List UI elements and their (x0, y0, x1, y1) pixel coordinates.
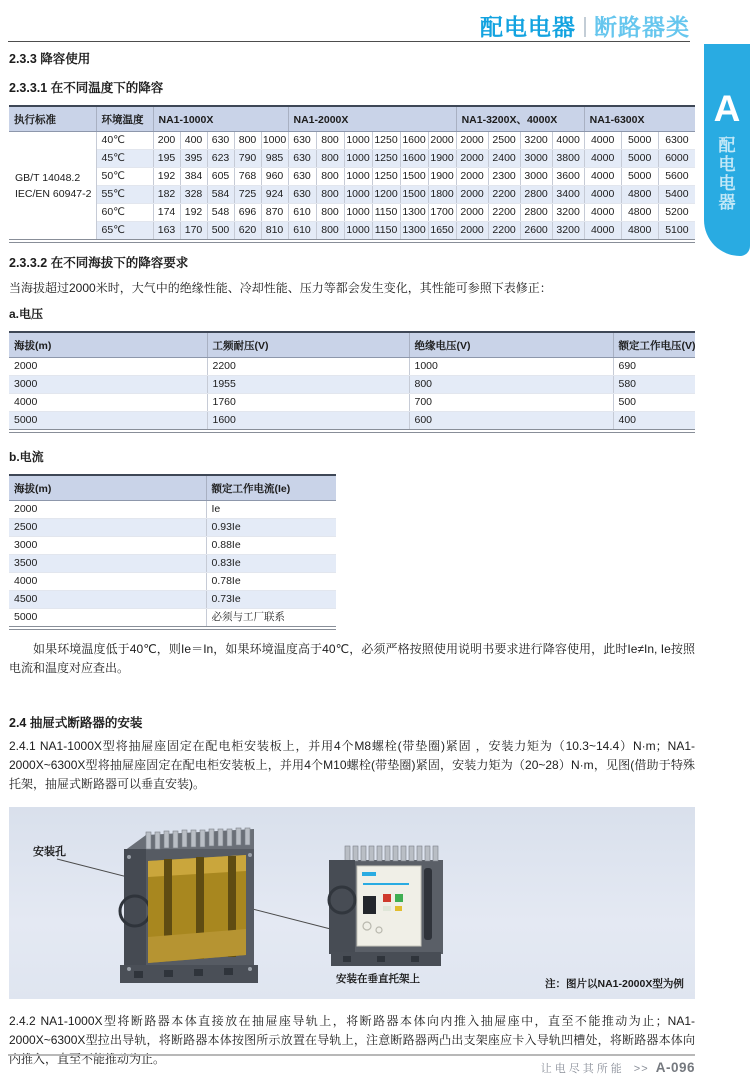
page-content (9, 0, 695, 1069)
current-cell: 4000 (9, 573, 206, 591)
section-tab-label (704, 136, 750, 212)
current-value-cell: 1900 (428, 168, 456, 186)
col-header: 工频耐压(V) (207, 332, 409, 358)
table-row (9, 555, 336, 573)
altitude-intro-text: 当海拔超过2000米时，大气中的绝缘性能、冷却性能、压力等都会发生变化，其性能可参照下表修正： (9, 281, 552, 295)
current-value-cell: 3200 (552, 204, 584, 222)
current-value-cell: 1200 (372, 186, 400, 204)
current-value-cell: 1000 (344, 186, 372, 204)
current-value-cell: 620 (234, 222, 261, 242)
col-header: 绝缘电压(V) (409, 332, 613, 358)
current-cell: 5000 (9, 609, 206, 629)
table-row (9, 394, 695, 412)
current-cell: 0.88Ie (206, 537, 336, 555)
current-value-cell: 1250 (372, 150, 400, 168)
current-value-cell: 3400 (552, 186, 584, 204)
current-value-cell: 1300 (400, 222, 428, 242)
current-cell: 2500 (9, 519, 206, 537)
current-cell: 0.78Ie (206, 573, 336, 591)
altitude-voltage-table (9, 331, 695, 433)
current-value-cell: 1000 (344, 168, 372, 186)
current-value-cell: 870 (261, 204, 288, 222)
temperature-cell: 55℃ (96, 186, 153, 204)
current-value-cell: 170 (180, 222, 207, 242)
current-value-cell: 4800 (621, 186, 658, 204)
current-value-cell: 1600 (400, 150, 428, 168)
current-value-cell: 985 (261, 150, 288, 168)
current-value-cell: 2800 (520, 204, 552, 222)
current-value-cell: 5100 (658, 222, 695, 242)
current-value-cell: 6300 (658, 132, 695, 150)
altitude-current-table (9, 474, 336, 630)
current-value-cell: 3200 (552, 222, 584, 242)
current-value-cell: 1000 (261, 132, 288, 150)
voltage-cell: 1955 (207, 376, 409, 394)
current-value-cell: 5600 (658, 168, 695, 186)
current-value-cell: 1500 (400, 186, 428, 204)
current-value-cell: 768 (234, 168, 261, 186)
col-header: 海拔(m) (9, 332, 207, 358)
current-value-cell: 800 (234, 132, 261, 150)
current-value-cell: 1250 (372, 168, 400, 186)
current-value-cell: 960 (261, 168, 288, 186)
section-2-4-2-text: 2.4.2 NA1-1000X型将断路器本体直接放在抽屉座导轨上，将断路器本体向内推入抽屉座中，直至不能推动为止；NA1-2000X~6300X型拉出导轨，将断路器本体按图所示放置在导轨上，注意断路器两凸出支架座应卡入导轨凹槽处，将断路器本体向内推入，直至不能推动为止。 (9, 1014, 695, 1066)
section-tab-label-char: 电 (718, 155, 736, 174)
current-value-cell: 2200 (488, 186, 520, 204)
current-value-cell: 195 (153, 150, 180, 168)
table-row (9, 376, 695, 394)
current-value-cell: 4000 (584, 204, 621, 222)
table-row (9, 573, 336, 591)
current-value-cell: 630 (207, 132, 234, 150)
table-row (9, 168, 695, 186)
current-cell: 0.83Ie (206, 555, 336, 573)
current-value-cell: 610 (288, 204, 316, 222)
table-row (9, 591, 336, 609)
current-value-cell: 2000 (456, 132, 488, 150)
voltage-cell: 4000 (9, 394, 207, 412)
current-value-cell: 2000 (456, 222, 488, 242)
page-footer (0, 1060, 695, 1076)
voltage-cell: 5000 (9, 412, 207, 432)
vertical-bracket-photo (321, 840, 451, 975)
current-value-cell: 1500 (400, 168, 428, 186)
current-value-cell: 384 (180, 168, 207, 186)
current-value-cell: 395 (180, 150, 207, 168)
current-value-cell: 2400 (488, 150, 520, 168)
current-value-cell: 2200 (488, 222, 520, 242)
category-title: 配电电器 (480, 14, 576, 40)
current-value-cell: 4000 (584, 150, 621, 168)
standard-cell (9, 132, 96, 242)
temperature-derating-table (9, 105, 695, 243)
current-value-cell: 1800 (428, 186, 456, 204)
col-header-standard: 执行标准 (9, 106, 96, 132)
current-value-cell: 163 (153, 222, 180, 242)
current-value-cell: 500 (207, 222, 234, 242)
col-header-model-group: NA1-1000X (153, 106, 288, 132)
current-value-cell: 2000 (456, 186, 488, 204)
current-value-cell: 6000 (658, 150, 695, 168)
current-cell: Ie (206, 501, 336, 519)
current-value-cell: 800 (316, 132, 344, 150)
table-row (9, 150, 695, 168)
table-row (9, 358, 695, 376)
current-value-cell: 5200 (658, 204, 695, 222)
current-value-cell: 800 (316, 150, 344, 168)
current-value-cell: 800 (316, 186, 344, 204)
current-value-cell: 3200 (520, 132, 552, 150)
col-header-model-group: NA1-3200X、4000X (456, 106, 584, 132)
current-value-cell: 2000 (456, 204, 488, 222)
current-value-cell: 200 (153, 132, 180, 150)
current-value-cell: 4000 (552, 132, 584, 150)
current-value-cell: 4000 (584, 222, 621, 242)
voltage-cell: 3000 (9, 376, 207, 394)
current-value-cell: 800 (316, 222, 344, 242)
current-value-cell: 1300 (400, 204, 428, 222)
current-value-cell: 2000 (456, 150, 488, 168)
current-value-cell: 3000 (520, 168, 552, 186)
voltage-cell: 1600 (207, 412, 409, 432)
temperature-note-text: 如果环境温度低于40℃，则Ie＝In，如果环境温度高于40℃，必须严格按照使用说明书要求进行降容使用，此时Ie≠In, Ie按照电流和温度对应查出。 (9, 642, 695, 675)
table-row (9, 412, 695, 432)
col-header-model-group: NA1-6300X (584, 106, 695, 132)
current-value-cell: 4800 (621, 204, 658, 222)
col-header: 额定工作电压(V) (613, 332, 695, 358)
current-value-cell: 696 (234, 204, 261, 222)
current-value-cell: 1700 (428, 204, 456, 222)
current-value-cell: 3000 (520, 150, 552, 168)
current-value-cell: 610 (288, 222, 316, 242)
footer-rule (8, 1054, 695, 1056)
figure-note: 注：图片以NA1-2000X型为例 (545, 978, 684, 990)
current-value-cell: 810 (261, 222, 288, 242)
voltage-cell: 2000 (9, 358, 207, 376)
current-value-cell: 2000 (456, 168, 488, 186)
current-value-cell: 1150 (372, 222, 400, 242)
current-value-cell: 1000 (344, 222, 372, 242)
section-tab-label-char: 电 (718, 174, 736, 193)
current-value-cell: 1000 (344, 150, 372, 168)
table-row (9, 519, 336, 537)
voltage-cell: 690 (613, 358, 695, 376)
voltage-cell: 1000 (409, 358, 613, 376)
section-tab-label-char: 配 (718, 136, 736, 155)
current-value-cell: 5400 (658, 186, 695, 204)
temperature-cell: 50℃ (96, 168, 153, 186)
drawout-cradle-photo (112, 819, 264, 989)
table-row (9, 222, 695, 242)
current-value-cell: 2800 (520, 186, 552, 204)
current-value-cell: 4000 (584, 168, 621, 186)
current-value-cell: 2000 (428, 132, 456, 150)
current-value-cell: 2200 (488, 204, 520, 222)
current-value-cell: 800 (316, 204, 344, 222)
current-value-cell: 174 (153, 204, 180, 222)
table-row (9, 204, 695, 222)
voltage-cell: 700 (409, 394, 613, 412)
current-value-cell: 1250 (372, 132, 400, 150)
current-value-cell: 2600 (520, 222, 552, 242)
voltage-cell: 580 (613, 376, 695, 394)
current-cell: 0.93Ie (206, 519, 336, 537)
current-cell: 3500 (9, 555, 206, 573)
page-number: A-096 (655, 1060, 695, 1075)
current-value-cell: 5000 (621, 132, 658, 150)
figure-caption: 安装在垂直托架上 (336, 973, 420, 985)
current-value-cell: 2500 (488, 132, 520, 150)
current-table-label: b.电流 (9, 450, 44, 464)
section-letter: A (713, 88, 741, 129)
current-value-cell: 1000 (344, 204, 372, 222)
table-row (9, 186, 695, 204)
current-cell: 0.73Ie (206, 591, 336, 609)
voltage-table-label: a.电压 (9, 307, 44, 321)
table-row (9, 132, 695, 150)
current-value-cell: 623 (207, 150, 234, 168)
current-value-cell: 630 (288, 186, 316, 204)
current-value-cell: 4000 (584, 186, 621, 204)
current-cell: 2000 (9, 501, 206, 519)
current-value-cell: 605 (207, 168, 234, 186)
temperature-cell: 65℃ (96, 222, 153, 242)
section-2-4-title: 2.4 抽屉式断路器的安装 (9, 716, 143, 730)
current-value-cell: 1900 (428, 150, 456, 168)
section-tab (704, 44, 750, 256)
table-row (9, 609, 336, 629)
section-2-3-3-2-title: 2.3.3.2 在不同海拔下的降容要求 (9, 256, 189, 270)
current-value-cell: 5000 (621, 168, 658, 186)
temperature-cell: 60℃ (96, 204, 153, 222)
voltage-cell: 800 (409, 376, 613, 394)
current-value-cell: 5000 (621, 150, 658, 168)
col-header-model-group: NA1-2000X (288, 106, 456, 132)
current-value-cell: 192 (180, 204, 207, 222)
current-value-cell: 4000 (584, 132, 621, 150)
current-value-cell: 924 (261, 186, 288, 204)
subcategory-title: 断路器类 (594, 14, 690, 40)
table-row (9, 537, 336, 555)
current-value-cell: 548 (207, 204, 234, 222)
current-value-cell: 1650 (428, 222, 456, 242)
col-header: 海拔(m) (9, 475, 206, 501)
current-value-cell: 182 (153, 186, 180, 204)
current-value-cell: 725 (234, 186, 261, 204)
temperature-cell: 45℃ (96, 150, 153, 168)
temperature-cell: 40℃ (96, 132, 153, 150)
current-value-cell: 630 (288, 168, 316, 186)
footer-slogan: 让电尽其所能 (540, 1063, 625, 1075)
standard-line: GB/T 14048.2 (15, 171, 81, 184)
voltage-cell: 1760 (207, 394, 409, 412)
current-value-cell: 3800 (552, 150, 584, 168)
table-row (9, 501, 336, 519)
voltage-cell: 2200 (207, 358, 409, 376)
current-value-cell: 790 (234, 150, 261, 168)
footer-arrows: >> (633, 1063, 649, 1075)
current-value-cell: 4800 (621, 222, 658, 242)
standard-line: IEC/EN 60947-2 (15, 187, 92, 200)
current-value-cell: 328 (180, 186, 207, 204)
current-value-cell: 192 (153, 168, 180, 186)
current-value-cell: 630 (288, 150, 316, 168)
current-value-cell: 1600 (400, 132, 428, 150)
current-value-cell: 400 (180, 132, 207, 150)
voltage-cell: 500 (613, 394, 695, 412)
current-cell: 3000 (9, 537, 206, 555)
installation-figure (9, 807, 695, 999)
current-value-cell: 3600 (552, 168, 584, 186)
section-2-3-3-title: 2.3.3 降容使用 (9, 52, 91, 66)
current-cell: 4500 (9, 591, 206, 609)
current-value-cell: 630 (288, 132, 316, 150)
current-cell: 必须与工厂联系 (211, 611, 285, 623)
current-value-cell: 1150 (372, 204, 400, 222)
section-2-4-1-text: 2.4.1 NA1-1000X型将抽屉座固定在配电柜安装板上，并用4个M8螺栓(带垫圈)紧固 ，安装力矩为（10.3~14.4）N·m；NA1-2000X~6300X型将抽屉座固定在配电柜安装板上，并用4个M10螺栓(带垫圈)紧固，安装力矩为（20~28）N·m，见图(借助于特殊托架，抽屉式断路器可以垂直安装)。 (9, 739, 695, 791)
section-2-3-3-1-title: 2.3.3.1 在不同温度下的降容 (9, 81, 164, 95)
current-value-cell: 1000 (344, 132, 372, 150)
mounting-hole-label: 安装孔 (33, 846, 66, 858)
voltage-cell: 400 (613, 412, 695, 432)
current-value-cell: 2300 (488, 168, 520, 186)
current-value-cell: 584 (207, 186, 234, 204)
col-header: 额定工作电流(Ie) (206, 475, 336, 501)
voltage-cell: 600 (409, 412, 613, 432)
col-header-temperature: 环境温度 (96, 106, 153, 132)
section-tab-label-char: 器 (718, 193, 736, 212)
current-value-cell: 800 (316, 168, 344, 186)
